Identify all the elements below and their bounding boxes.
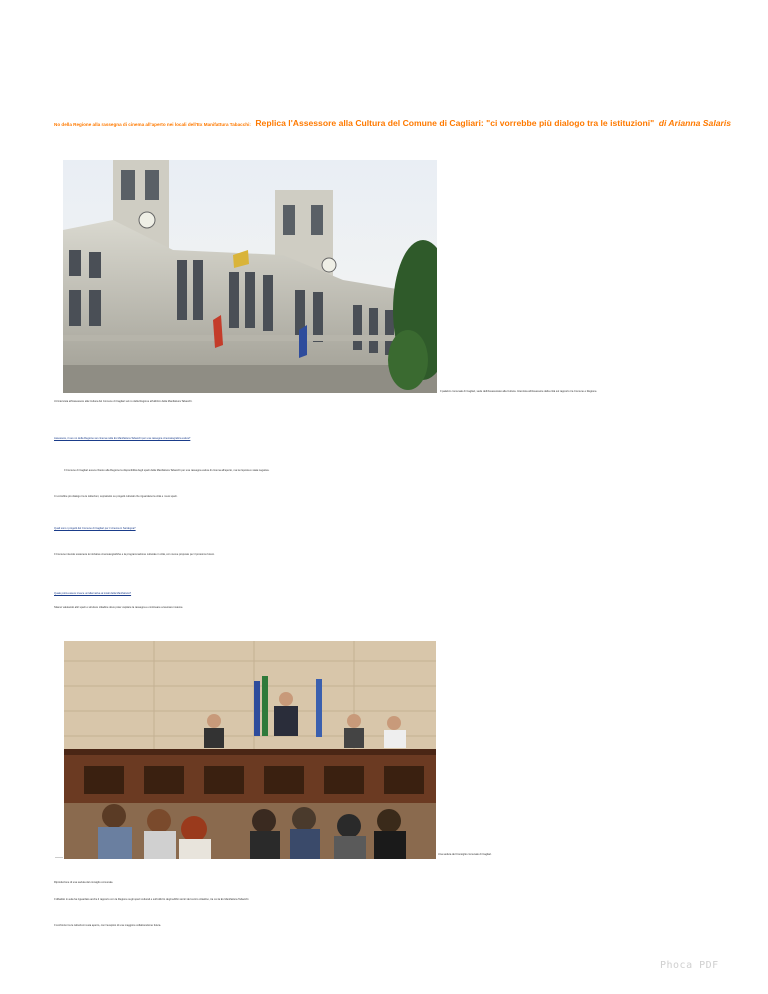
article-byline: di Arianna Salaris: [658, 118, 731, 128]
paragraph-4: Riproduzione di una seduta del consiglio comunale.: [54, 881, 114, 884]
paragraph-5: Il dibattito in aula ha riguardato anche il rapporto con la Regione sugli spazi culturali e sull'utilizzo degli edifici storici del centro cittadino, tra cui la Ex Manifattura Tabacchi.: [54, 898, 250, 901]
photo1-caption: Il palazzo comunale di Cagliari, sede dell'Assessorato alla Cultura. Intervista all'Assessore della città sul rapporto tra Comune e Regione.: [440, 390, 598, 393]
answer-1a: Il Comune di Cagliari aveva chiesto alla Regione la disponibilità degli spazi della Manifattura Tabacchi per una rassegna estiva di cinema all'aperto, ma la risposta è stata negativa.: [64, 469, 270, 472]
intro-line: Un'intervista all'Assessore alla Cultura del Comune di Cagliari sul no della Regione all'utilizzo della Manifattura Tabacchi.: [54, 400, 193, 403]
answer-2: Il Comune intende sostenere le iniziative cinematografiche e la programmazione culturale in città, con nuove proposte per il prossimo futuro.: [54, 553, 215, 556]
answer-3: Stiamo valutando altri spazi e strutture cittadine dove poter ospitare la rassegna e continuare a lavorare insieme.: [54, 606, 184, 609]
article-kicker: No della Regione alla rassegna di cinema all'aperto nei locali dell'Ex Manifattura Tabacchi:: [54, 122, 251, 127]
council-session-photo: [64, 641, 436, 859]
question-1: Assessore, il suo no della Regione sui cinema nella Ex Manifattura Tabacchi per una rassegna cinematografica estiva?: [54, 437, 191, 440]
question-3: Quale potrà essere invece un'alternativa ai locali della Manifattura?: [54, 592, 132, 595]
photo2-marker: [55, 857, 63, 858]
answer-1b: Ci vorrebbe più dialogo tra le istituzioni, soprattutto su progetti culturali che riguardano la città e i suoi spazi.: [54, 495, 178, 498]
phoca-pdf-watermark: Phoca PDF: [660, 960, 719, 971]
paragraph-6: Il confronto tra le istituzioni resta aperto, con l'auspicio di una maggiore collaborazione futura.: [54, 924, 162, 927]
photo2-caption: Una seduta del Consiglio comunale di Cagliari.: [438, 853, 492, 856]
city-hall-photo: [63, 160, 437, 393]
question-2: Quali sono i progetti del Comune di Cagliari per il cinema in Sardegna?: [54, 527, 136, 530]
article-headline: Replica l'Assessore alla Cultura del Comune di Cagliari: "ci vorrebbe più dialogo tra le istituzioni": [255, 118, 655, 128]
article-title: [54, 113, 734, 131]
